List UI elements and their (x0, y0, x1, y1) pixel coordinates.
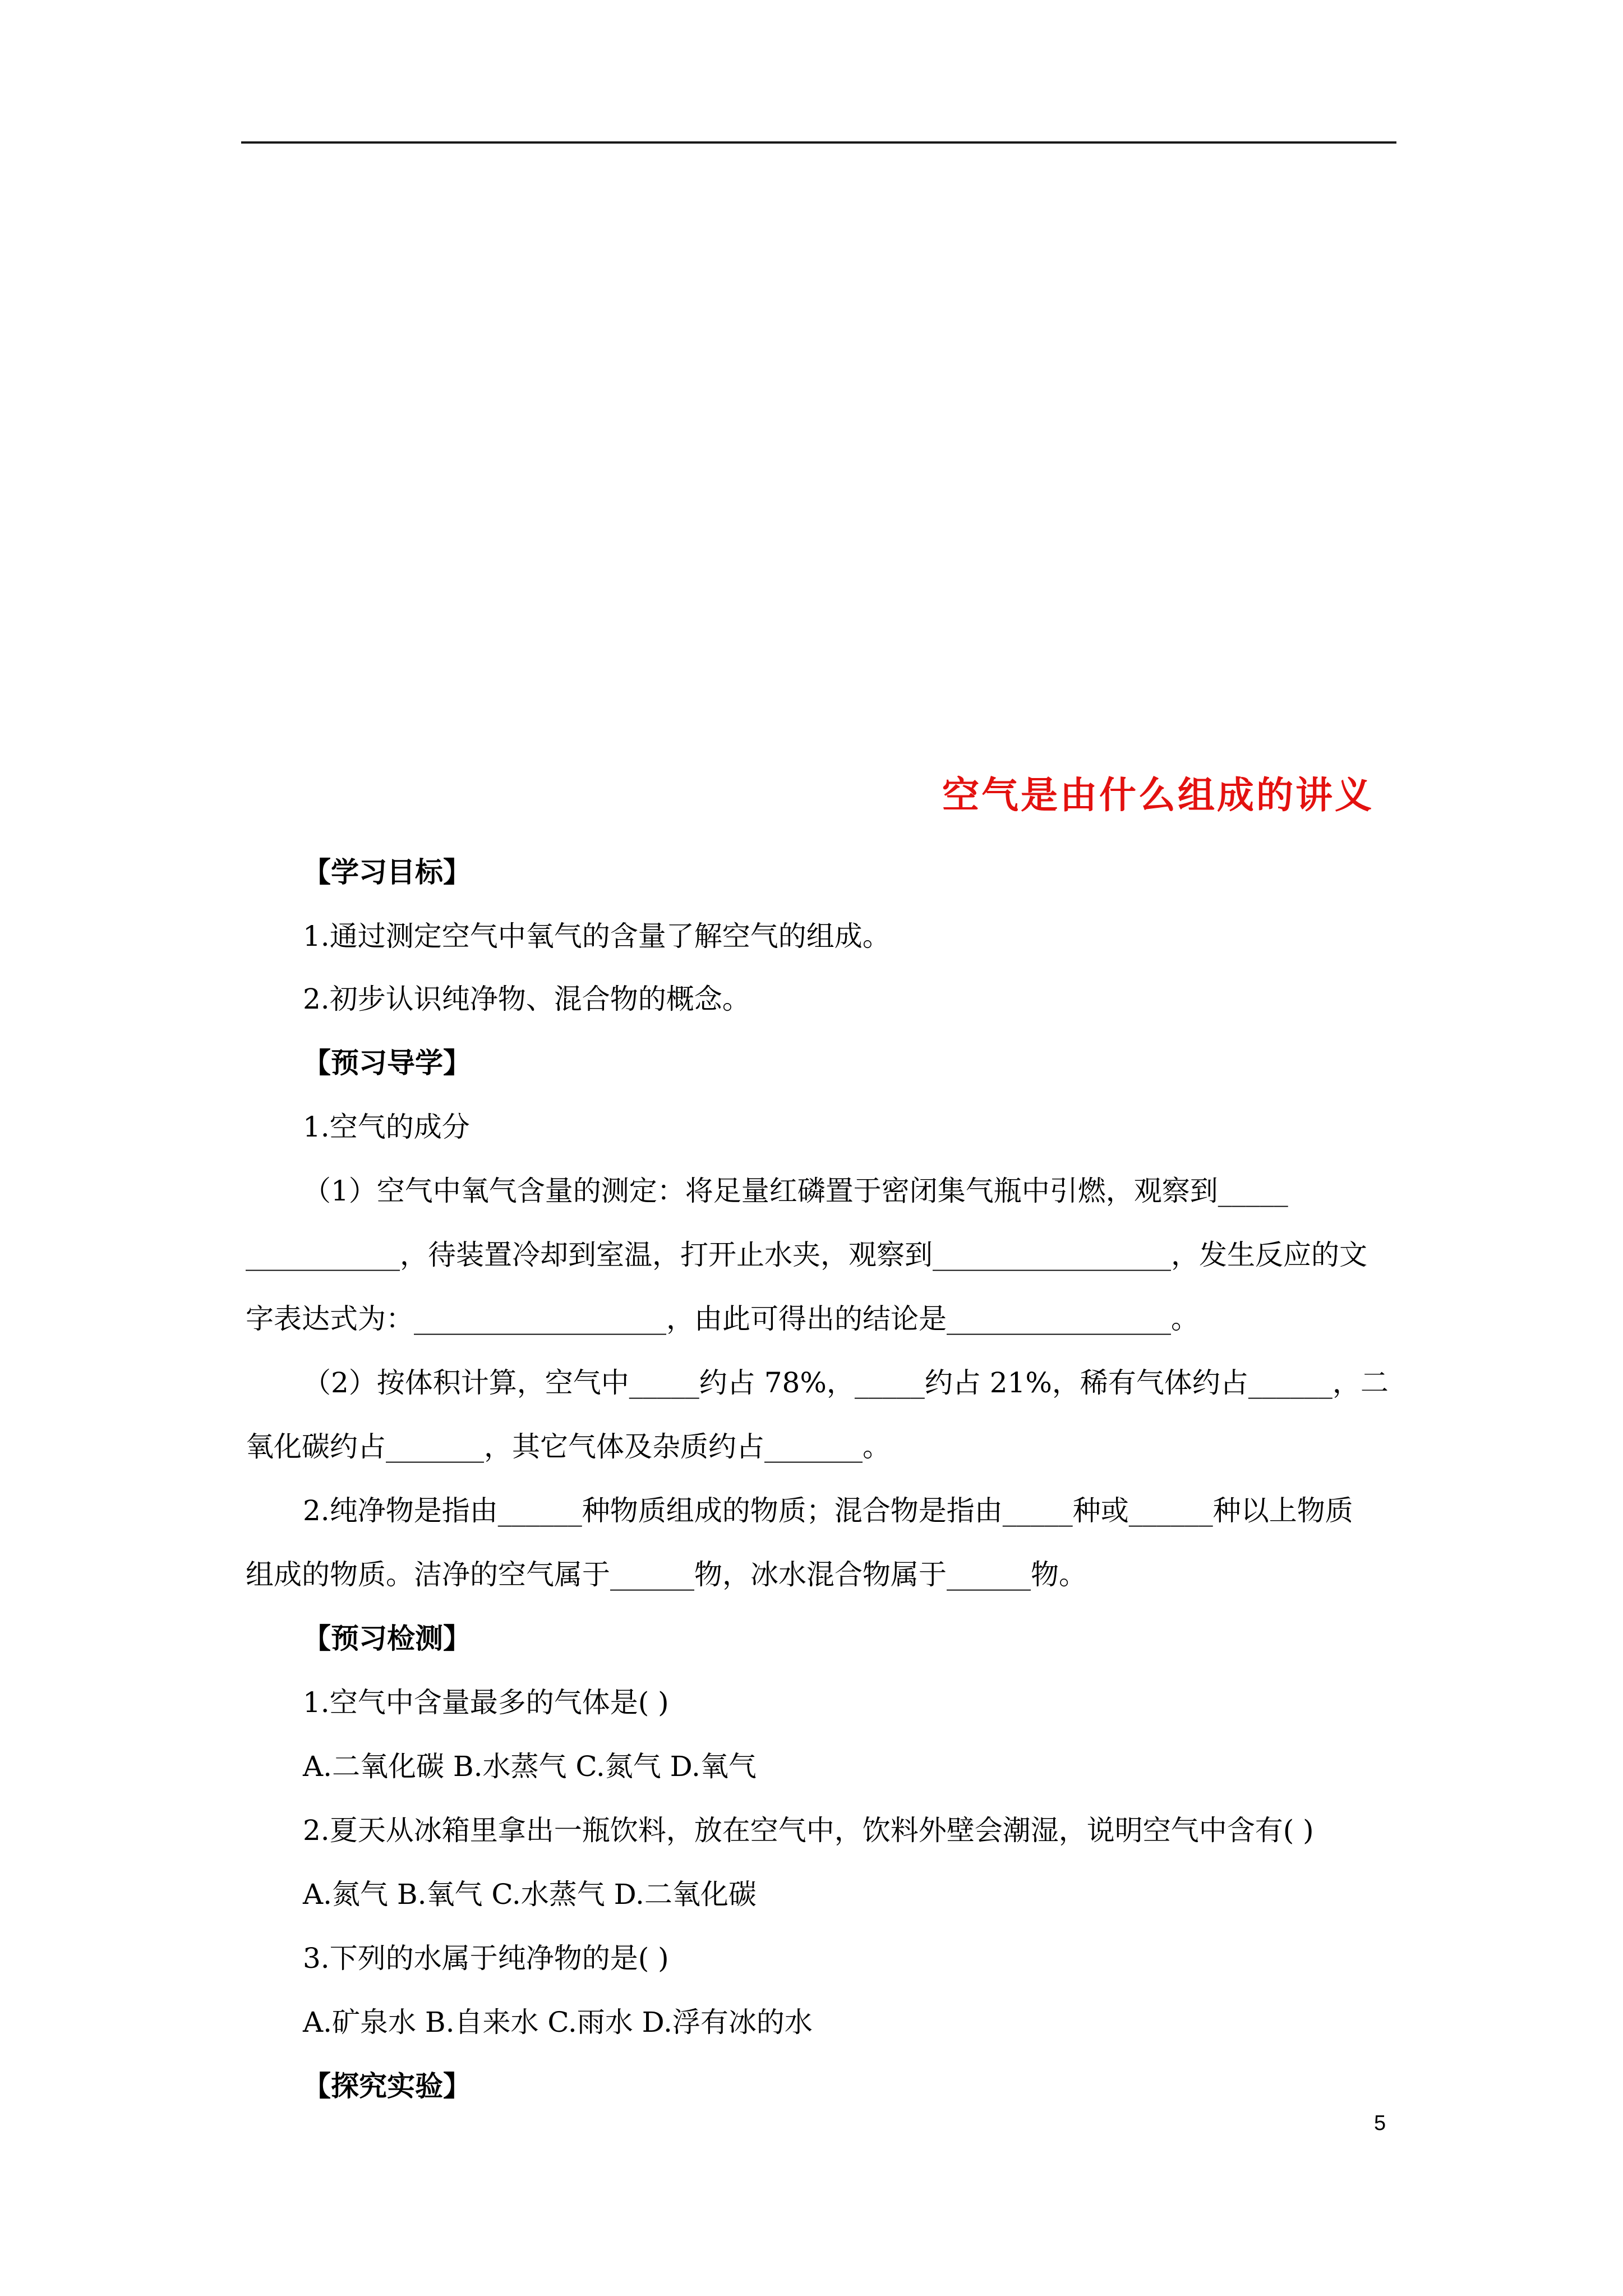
preview-question-3-line-1: 2.纯净物是指由______种物质组成的物质；混合物是指由_____种或______种以上物质 (303, 1494, 1353, 1527)
check-question-1: 1.空气中含量最多的气体是( ) (303, 1686, 669, 1719)
preview-question-2-line-1: （2）按体积计算，空气中_____约占 78%，_____约占 21%，稀有气体约占______，二 (303, 1366, 1389, 1399)
header-rule (241, 141, 1396, 144)
check-question-2-options: A.氮气 B.氧气 C.水蒸气 D.二氧化碳 (303, 1878, 757, 1911)
goal-item-1: 1.通过测定空气中氧气的含量了解空气的组成。 (303, 920, 891, 953)
check-question-3: 3.下列的水属于纯净物的是( ) (303, 1942, 669, 1975)
check-question-2: 2.夏天从冰箱里拿出一瓶饮料，放在空气中，饮料外壁会潮湿，说明空气中含有( ) (303, 1814, 1314, 1847)
preview-question-1-line-3: 字表达式为：__________________，由此可得出的结论是________________。 (246, 1303, 1199, 1335)
goal-item-2: 2.初步认识纯净物、混合物的概念。 (303, 983, 750, 1015)
check-question-3-options: A.矿泉水 B.自来水 C.雨水 D.浮有冰的水 (303, 2006, 813, 2039)
section-heading-preview: 【预习导学】 (303, 1046, 471, 1079)
preview-question-1-line-1: （1）空气中氧气含量的测定：将足量红磷置于密闭集气瓶中引燃，观察到_____ (303, 1175, 1288, 1207)
preview-subheading-air-components: 1.空气的成分 (303, 1111, 470, 1143)
section-heading-explore: 【探究实验】 (303, 2069, 471, 2102)
page-number: 5 (1374, 2111, 1386, 2135)
preview-question-1-line-2: ___________，待装置冷却到室温，打开止水夹，观察到_________________，发生反应的文 (246, 1239, 1367, 1271)
section-heading-check: 【预习检测】 (303, 1622, 471, 1655)
preview-question-2-line-2: 氧化碳约占_______，其它气体及杂质约占_______。 (246, 1430, 891, 1463)
preview-question-3-line-2: 组成的物质。洁净的空气属于______物，冰水混合物属于______物。 (246, 1558, 1087, 1591)
section-heading-goals: 【学习目标】 (303, 855, 471, 889)
document-title: 空气是由什么组成的讲义 (942, 773, 1374, 817)
check-question-1-options: A.二氧化碳 B.水蒸气 C.氮气 D.氧气 (303, 1750, 757, 1783)
